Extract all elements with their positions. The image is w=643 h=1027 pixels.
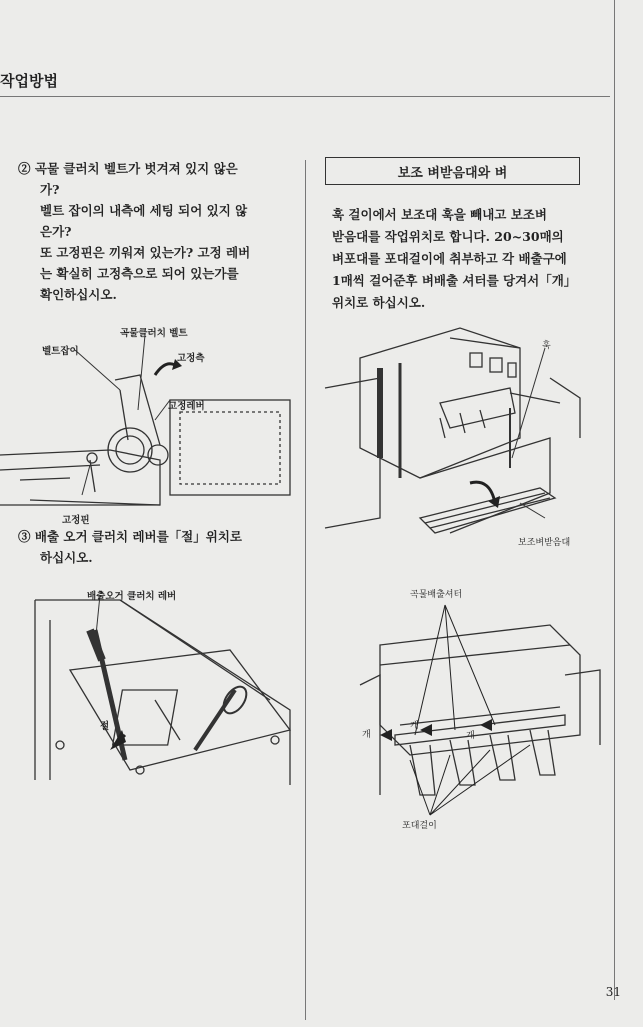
para-line-3: 벼포대를 포대걸이에 취부하고 각 배출구에 (332, 251, 567, 266)
open-label-2: 개 (410, 721, 419, 731)
item-2-line-6: 는 확실히 고정측으로 되어 있는가를 (40, 266, 239, 281)
aux-tray-figure (320, 318, 610, 548)
item-3-text (18, 526, 303, 568)
section-box-title: 보조 벼받음대와 벼 (325, 157, 580, 185)
belt-label: 곡물클러치 벨트 (120, 328, 188, 339)
section-title: 작업방법 (0, 72, 58, 90)
open-label-3: 개 (466, 731, 475, 741)
header-rule (0, 96, 610, 97)
open-label-1: 개 (362, 730, 371, 740)
item-number: ③ (18, 529, 31, 544)
item-2-line-3: 벨트 잡이의 내측에 세팅 되어 있지 않 (40, 203, 248, 218)
para-line-5: 위치로 하십시오. (332, 295, 426, 310)
bag-hanger-label: 포대걸이 (402, 821, 437, 831)
off-label: 절 (100, 721, 110, 732)
item-2-line-4: 은가? (40, 224, 72, 239)
aux-tray-label: 보조벼받음대 (518, 538, 571, 548)
belt-holder-label: 벨트잡이 (42, 346, 79, 357)
item-2-line-5: 또 고정핀은 끼워져 있는가? 고정 레버 (40, 245, 251, 260)
para-line-1: 훅 걸이에서 보조대 훅을 빼내고 보조벼 (332, 207, 547, 222)
aux-tray-instructions (332, 204, 612, 314)
fixed-lever-label: 고정레버 (168, 401, 205, 412)
item-2-line-7: 확인하십시오. (40, 287, 117, 302)
item-3-line-1: 배출 오거 클러치 레버를「절」위치로 (34, 529, 242, 544)
fixed-side-label: 고정측 (177, 353, 205, 364)
column-divider (305, 160, 306, 1020)
item-3-line-2: 하십시오. (40, 550, 93, 565)
fixed-pin-label: 고정핀 (62, 515, 90, 526)
para-line-4: 1매씩 걸어준후 벼배출 셔터를 당겨서「개」 (332, 273, 577, 288)
item-2-line-1: 곡물 클러치 벨트가 벗겨져 있지 않은 (34, 161, 238, 176)
item-number: ② (18, 161, 31, 176)
right-margin-line (614, 0, 615, 1000)
hook-label: 훅 (542, 341, 551, 351)
page-number: 31 (605, 985, 621, 999)
auger-lever-label: 배출오거 클러치 레버 (87, 591, 177, 602)
item-2-line-2: 가? (40, 182, 60, 197)
para-line-2: 받음대를 작업위치로 합니다. 20~30매의 (332, 229, 564, 244)
shutter-label: 곡물배출셔터 (410, 590, 463, 600)
item-2-text (18, 158, 303, 305)
shutter-figure (350, 595, 610, 825)
auger-lever-figure (30, 590, 295, 790)
